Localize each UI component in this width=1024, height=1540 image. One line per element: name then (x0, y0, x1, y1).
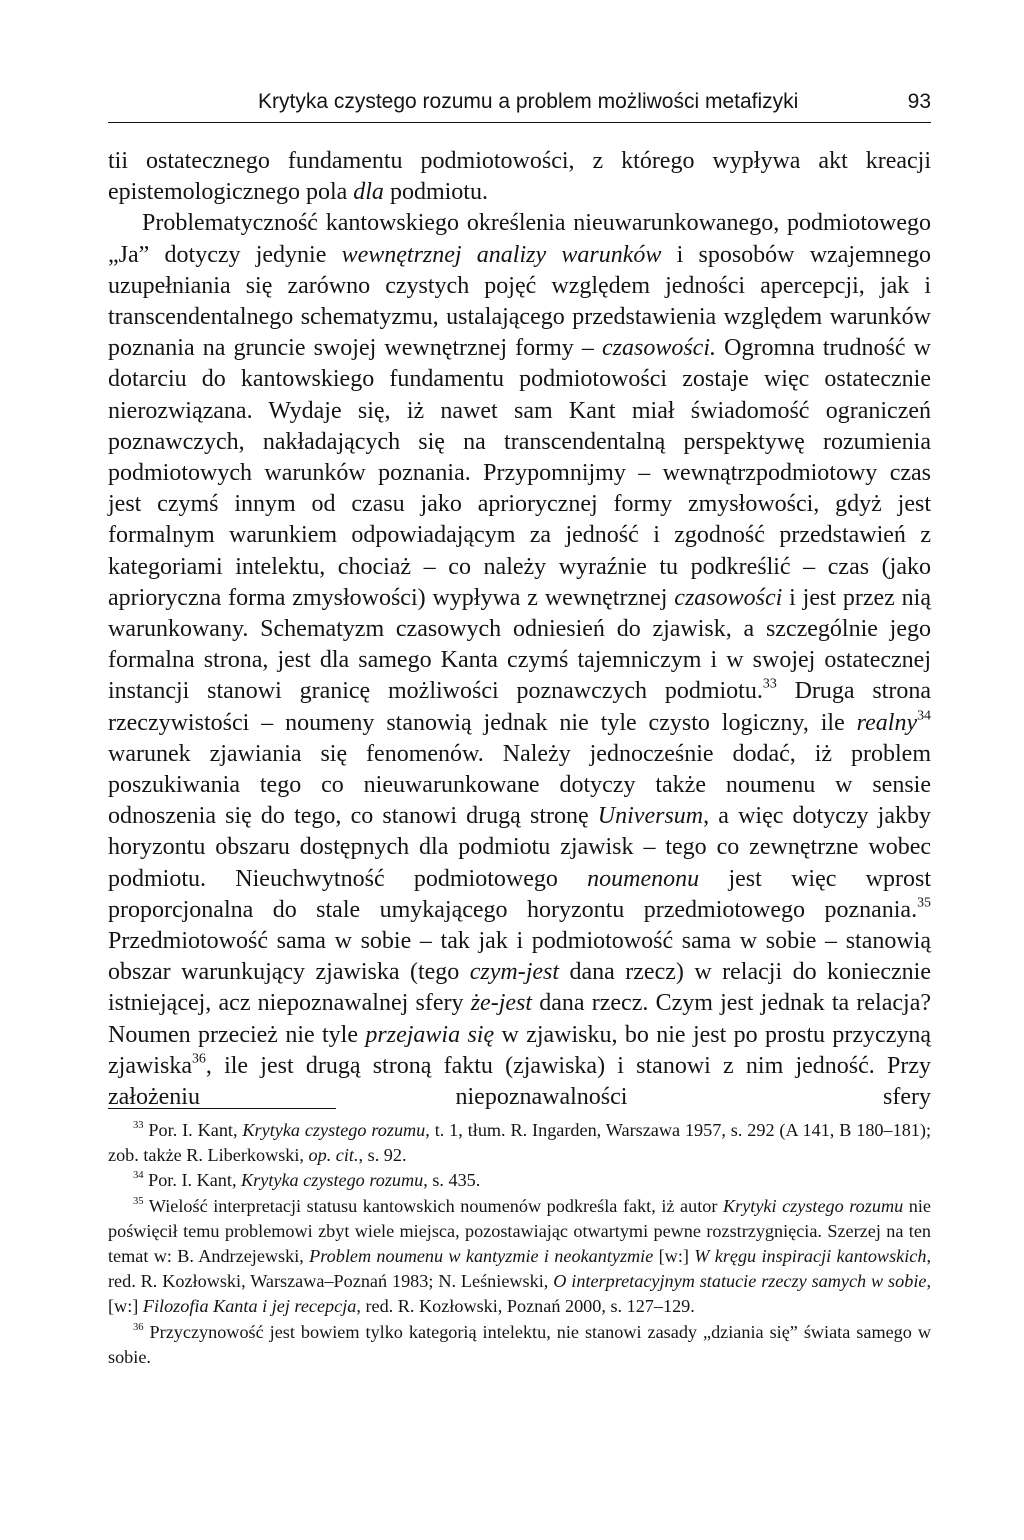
page-number: 93 (907, 90, 931, 113)
main-text (108, 146, 931, 1113)
text-run: Przyczynowość jest bowiem tylko kategorią intelektu, nie stanowi zasady „dziania się” świata samego w sobie. (108, 1321, 931, 1367)
italic-run: czym-jest (469, 959, 560, 986)
text-run: Por. I. Kant, (143, 1120, 243, 1140)
text-run: Druga strona rzeczywistości – noumeny stanowią jednak nie tyle czysto logiczny, ile (108, 678, 931, 736)
footnote-35 (108, 1194, 931, 1320)
text-run: , red. R. Kozłowski, Warszawa–Poznań 1983; N. Leśniewski, (108, 1246, 931, 1292)
text-run: tii ostatecznego fundamentu podmiotowości, z którego wypływa akt kreacji epistemologicznego pola (108, 148, 931, 206)
text-run: dana rzecz) w relacji do koniecznie istniejącej, acz niepoznawalnej sfery (108, 959, 931, 1017)
italic-run: przejawia się (365, 1021, 495, 1048)
italic-run: Krytyki czystego rozumu (722, 1195, 904, 1216)
text-run: nie poświęcił temu problemowi zbyt wiele miejsca, pozostawiając otwartymi pewne rozstrzygnięcia. Szerzej na ten temat w: B. Andrzejewski, (108, 1195, 931, 1267)
text-run: , s. 435. (423, 1170, 481, 1191)
footnote-number: 33 (133, 1120, 144, 1132)
text-run: Por. I. Kant, (143, 1170, 242, 1191)
running-title: Krytyka czystego rozumu a problem możliwości metafizyki (258, 90, 799, 113)
italic-run: Universum (597, 803, 704, 830)
footnote-34 (108, 1168, 931, 1193)
text-run: i jest przez nią warunkowany. Schematyzm czasowych odniesień do zjawisk, a szczególnie jego formalna strona, jest dla samego Kanta czymś tajemniczym i w swojej ostatecznej instancji stanowi granicę możliwości poznawczych podmiotu. (108, 584, 932, 705)
text-run: warunek zjawiania się fenomenów. Należy jednocześnie dodać, iż problem poszukiwania tego co nieuwarunkowane dotyczy także noumenu w sensie odnoszenia się do tego, co stanowi drugą stronę (108, 740, 931, 830)
text-run: , s. 92. (358, 1145, 407, 1166)
text-run: dana rzecz. Czym jest jednak ta relacja? Noumen przecież nie tyle (108, 990, 931, 1048)
footnote-ref-34[interactable]: 34 (917, 708, 931, 724)
italic-run: Filozofia Kanta i jej recepcja (142, 1296, 357, 1317)
text-run: , a więc dotyczy jakby horyzontu obszaru dostępnych dla podmiotu zjawisk – tego co zewnętrzne wobec podmiotu. Nieuchwytność podmiotowego (108, 803, 931, 892)
text-run: w zjawisku, bo nie jest po prostu przyczyną zjawiska (108, 1021, 931, 1079)
footnote-ref-36[interactable]: 36 (191, 1051, 206, 1067)
italic-run: Krytyka czystego rozumu (242, 1120, 426, 1140)
footnote-ref-33[interactable]: 33 (762, 677, 777, 693)
text-run: Ogromna trudność w dotarciu do kantowskiego fundamentu podmiotowości zostaje więc ostatecznie nierozwiązana. Wydaje się, iż nawet sam Kant miał świadomość ograniczeń poznawczych, nakładających się na transcendentalną perspektywę rozumienia podmiotowych warunków poznania. Przypomnijmy – wewnątrzpodmiotowy czas jest czymś innym od czasu jako apriorycznej formy zmysłowości, gdyż jest formalnym warunkiem odpowiadającym za jedność i zgodność przedstawień z kategoriami intelektu, chociaż – co należy wyraźnie tu podkreślić – czas (jako aprioryczna forma zmysłowości) wypływa z wewnętrznej (108, 335, 931, 611)
italic-run: Problem noumenu w kantyzmie i neokantyzmie (309, 1246, 654, 1267)
italic-run: czasowości (674, 584, 783, 611)
paragraph-continued (108, 146, 931, 208)
footnote-number: 36 (133, 1321, 144, 1333)
italic-run: że-jest (470, 990, 533, 1017)
text-run: , red. R. Kozłowski, Poznań 2000, s. 127–129. (356, 1296, 695, 1317)
text-run: jest więc wprost proporcjonalna do stale umykającego horyzontu przedmiotowego poznania. (108, 865, 931, 923)
text-run: Przedmiotowość sama w sobie – tak jak i podmiotowość sama w sobie – stanowią obszar warunkujący zjawiska (tego (108, 928, 931, 986)
paragraph (108, 208, 931, 1113)
italic-run: dla (353, 179, 384, 206)
italic-run: Krytyka czystego rozumu (241, 1170, 424, 1191)
running-header (108, 82, 931, 123)
text-run: i sposobów wzajemnego uzupełniania się zarówno czystych pojęć względem jedności apercepcji, jak i transcendentalnego schematyzmu, ustalającego przedstawienia względem warunków poznania na gruncie swojej wewnętrznej formy – (108, 241, 931, 362)
footnote-36 (108, 1320, 931, 1370)
footnotes (108, 1118, 931, 1370)
italic-run: op. cit. (308, 1145, 359, 1166)
footnote-33 (108, 1118, 931, 1168)
text-run: [w:] (653, 1246, 695, 1267)
italic-run: wewnętrznej analizy warunków (341, 241, 662, 268)
text-run: , ile jest drugą stroną faktu (zjawiska) i stanowi z nim jedność. Przy założeniu niepoznawalności sfery (108, 1052, 931, 1111)
footnote-number: 35 (133, 1195, 144, 1207)
italic-run: W kręgu inspiracji kantowskich (694, 1246, 927, 1267)
italic-run: noumenonu (587, 865, 700, 892)
text-run: podmiotu. (383, 179, 488, 206)
text-run: Wielość interpretacji statusu kantowskich noumenów podkreśla fakt, iż autor (143, 1195, 723, 1216)
text-run: , t. 1, tłum. R. Ingarden, Warszawa 1957, s. 292 (A 141, B 180–181); zob. także R. Liberkowski, (108, 1120, 931, 1166)
italic-run: czasowości. (602, 335, 716, 362)
text-run: Problematyczność kantowskiego określenia nieuwarunkowanego, podmiotowego „Ja” dotyczy jedynie (108, 210, 931, 268)
footnote-number: 34 (133, 1170, 144, 1182)
text-run: , [w:] (108, 1271, 931, 1317)
italic-run: O interpretacyjnym statucie rzeczy samych w sobie (553, 1271, 927, 1292)
italic-run: realny (856, 709, 918, 736)
footnote-ref-35[interactable]: 35 (917, 895, 931, 911)
footnote-divider (108, 1108, 336, 1109)
